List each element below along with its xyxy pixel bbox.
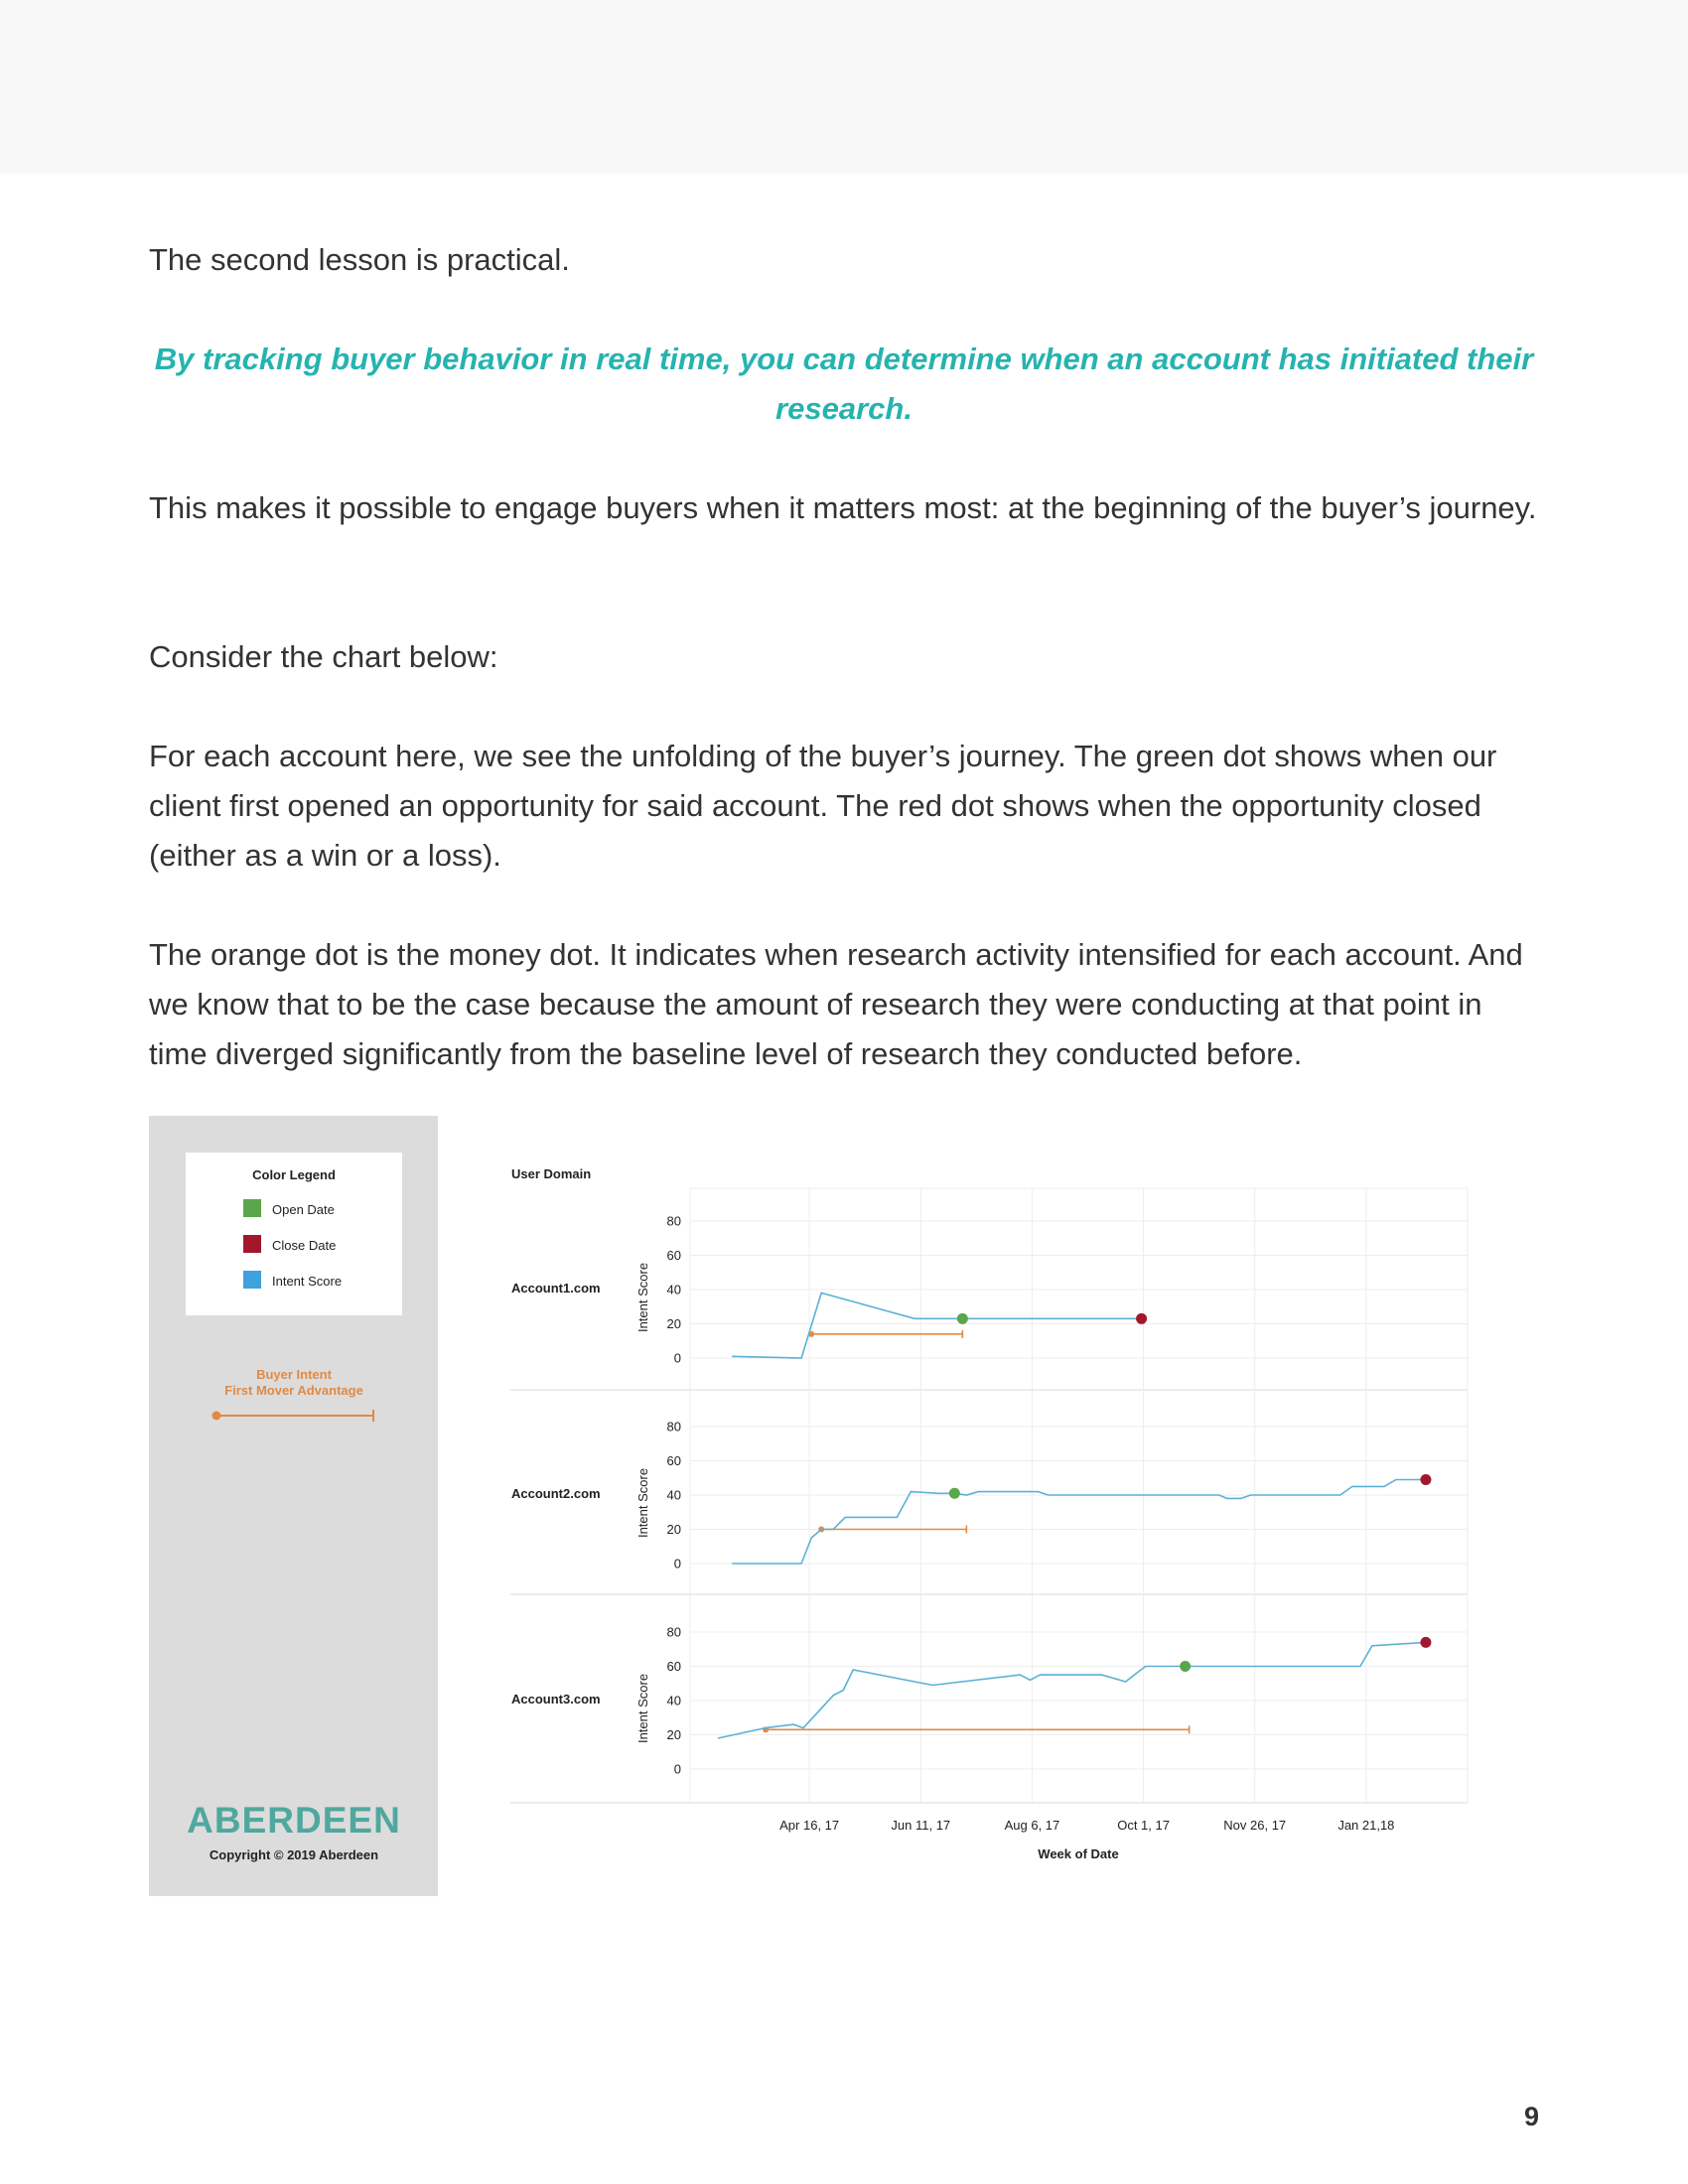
y-tick-label: 20 xyxy=(666,1727,681,1742)
close-date-dot xyxy=(1136,1313,1147,1324)
y-tick-label: 0 xyxy=(673,1556,681,1571)
y-axis-title: Intent Score xyxy=(635,1467,650,1539)
close-date-dot xyxy=(1420,1474,1431,1485)
legend-label-open-date: Open Date xyxy=(272,1202,335,1217)
x-axis-title: Week of Date xyxy=(1038,1846,1119,1861)
y-tick-label: 80 xyxy=(666,1419,681,1434)
lesson-line: The second lesson is practical. xyxy=(149,242,570,277)
y-tick-label: 40 xyxy=(666,1282,681,1297)
y-tick-label: 20 xyxy=(666,1522,681,1537)
page-header-band xyxy=(0,0,1688,174)
intent-score-line xyxy=(732,1480,1426,1565)
legend-label-close-date: Close Date xyxy=(272,1238,337,1253)
x-tick-label: Jun 11, 17 xyxy=(891,1818,951,1833)
aberdeen-logo: ABERDEEN xyxy=(187,1800,401,1841)
legend-label-intent-score: Intent Score xyxy=(272,1274,343,1289)
x-tick-label: Nov 26, 17 xyxy=(1223,1818,1287,1833)
y-tick-label: 80 xyxy=(666,1213,681,1229)
open-date-swatch xyxy=(243,1199,261,1217)
y-tick-label: 60 xyxy=(666,1659,681,1674)
y-tick-label: 20 xyxy=(666,1316,681,1331)
page-number: 9 xyxy=(1523,2102,1539,2131)
y-tick-label: 40 xyxy=(666,1487,681,1503)
first-mover-label: First Mover Advantage xyxy=(224,1383,363,1398)
y-axis-title: Intent Score xyxy=(635,1262,650,1333)
open-date-dot xyxy=(949,1488,960,1499)
account-label: Account2.com xyxy=(511,1486,601,1501)
y-tick-label: 80 xyxy=(666,1624,681,1640)
intent-score-swatch xyxy=(243,1271,261,1289)
paragraph-each-account: For each account here, we see the unfolding of the buyer’s journey. The green dot shows when our client first opened an opportunity for said account. The red dot shows when the opportunity closed (either as a win or a loss). xyxy=(149,739,1497,873)
copyright-text: Copyright © 2019 Aberdeen xyxy=(209,1847,379,1862)
y-tick-label: 0 xyxy=(673,1761,681,1777)
y-tick-label: 60 xyxy=(666,1453,681,1468)
x-tick-label: Apr 16, 17 xyxy=(779,1818,840,1833)
y-axis-title: Intent Score xyxy=(635,1673,650,1744)
account-label: Account3.com xyxy=(511,1692,601,1706)
x-tick-label: Oct 1, 17 xyxy=(1117,1818,1170,1833)
x-tick-label: Jan 21,18 xyxy=(1337,1818,1395,1833)
open-date-dot xyxy=(957,1313,968,1324)
intent-score-line xyxy=(718,1642,1426,1738)
close-date-dot xyxy=(1420,1637,1431,1648)
user-domain-header: User Domain xyxy=(511,1166,592,1181)
y-tick-label: 0 xyxy=(673,1350,681,1366)
y-tick-label: 60 xyxy=(666,1248,681,1263)
intent-score-line xyxy=(732,1293,1142,1358)
highlight-callout: By tracking buyer behavior in real time, you can determine when an account has initiated their research. xyxy=(154,341,1534,426)
y-tick-label: 40 xyxy=(666,1693,681,1708)
close-date-swatch xyxy=(243,1235,261,1253)
legend-title: Color Legend xyxy=(252,1167,336,1182)
x-tick-label: Aug 6, 17 xyxy=(1004,1818,1060,1833)
paragraph-orange-dot: The orange dot is the money dot. It indicates when research activity intensified for each account. And we know that to be the case because the amount of research they were conducting at that point in time diverged significantly from the baseline level of research they conducted before. xyxy=(149,937,1523,1071)
plot-area xyxy=(511,1188,1468,1833)
paragraph-consider-chart: Consider the chart below: xyxy=(149,639,498,674)
account-label: Account1.com xyxy=(511,1281,601,1296)
paragraph-engage-buyers: This makes it possible to engage buyers when it matters most: at the beginning of the buyer’s journey. xyxy=(149,490,1537,525)
intent-score-figure xyxy=(149,1116,1470,1898)
open-date-dot xyxy=(1180,1661,1191,1672)
buyer-intent-label: Buyer Intent xyxy=(256,1367,332,1382)
